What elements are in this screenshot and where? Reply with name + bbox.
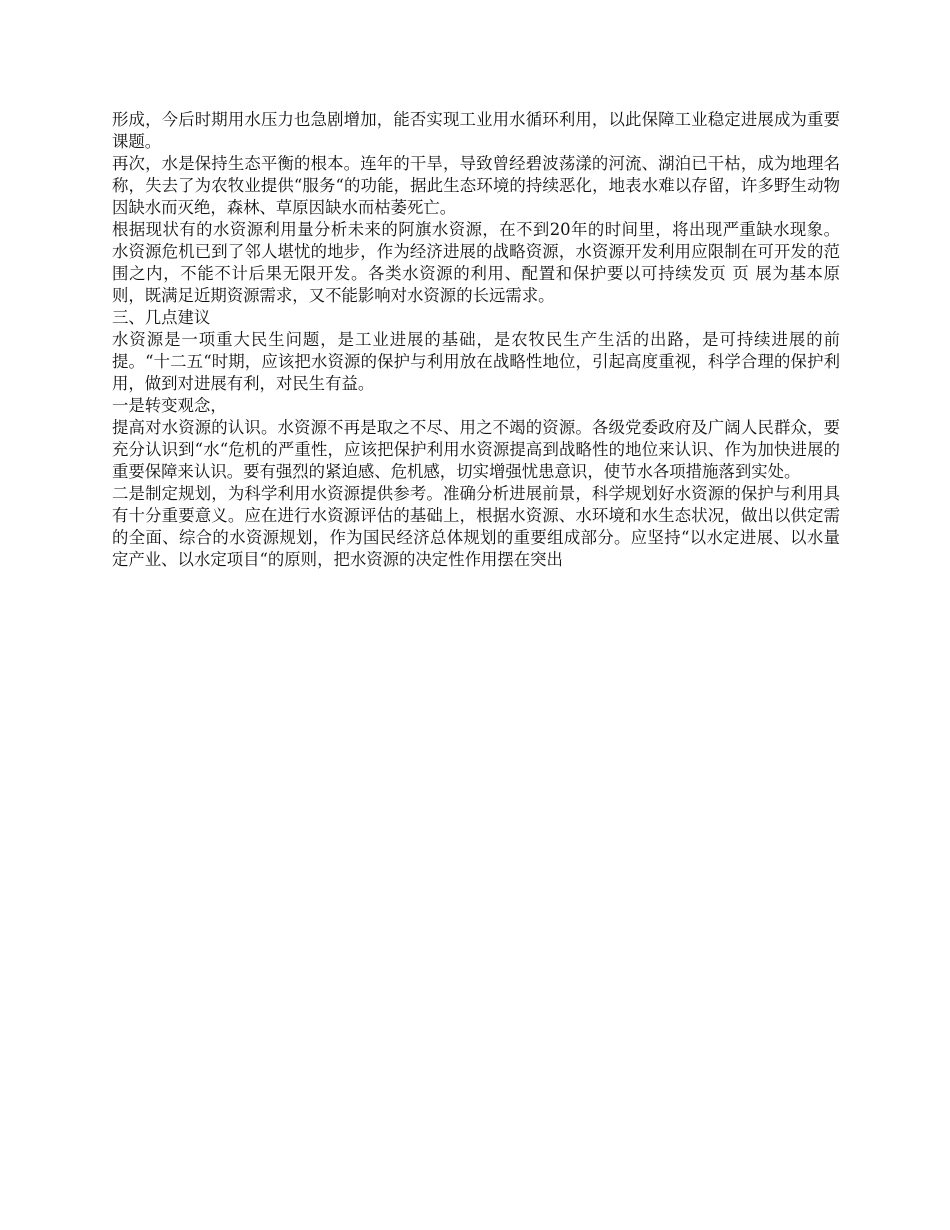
heading-change-mindset: 一是转变观念， (112, 396, 227, 415)
paragraph-awareness: 提高对水资源的认识。水资源不再是取之不尽、用之不竭的资源。各级党委政府及广阔人民群众，要充分认识到“水“危机的严重性，应该把保护利用水资源提高到战略性的地位来认识、作为加快进展的重要保障来认识。要有强烈的紧迫感、危机感，切实增强忧患意识，使节水各项措施落到实处。 (112, 418, 840, 481)
paragraph-livelihood: 水资源是一项重大民生问题，是工业进展的基础，是农牧民生产生活的出路，是可持续进展的前提。“十二五“时期，应该把水资源的保护与利用放在战略性地位，引起高度重视，科学合理的保护利用，做到对进展有利，对民生有益。 (112, 330, 840, 393)
paragraph-ecological-balance: 再次，水是保持生态平衡的根本。连年的干旱，导致曾经碧波荡漾的河流、湖泊已干枯，成为地理名称，失去了为农牧业提供“服务“的功能，据此生态环境的持续恶化，地表水难以存留，许多野生动物因缺水而灭绝，森林、草原因缺水而枯萎死亡。 (112, 154, 840, 217)
paragraph-planning: 二是制定规划，为科学利用水资源提供参考。准确分析进展前景，科学规划好水资源的保护与利用具有十分重要意义。应在进行水资源评估的基础上，根据水资源、水环境和水生态状况，做出以供定需的全面、综合的水资源规划，作为国民经济总体规划的重要组成部分。应坚持“以水定进展、以水量定产业、以水定项目“的原则，把水资源的决定性作用摆在突出 (112, 484, 840, 569)
paragraph-industrial-water: 形成，今后时期用水压力也急剧增加，能否实现工业用水循环利用，以此保障工业稳定进展成为重要课题。 (112, 110, 840, 151)
paragraph-water-crisis: 根据现状有的水资源利用量分析未来的阿旗水资源，在不到20年的时间里，将出现严重缺水现象。 水资源危机已到了邻人堪忧的地步，作为经济进展的战略资源，水资源开发利用应限制在可开发的范围之内，不能不计后果无限开发。各类水资源的利用、配置和保护要以可持续发页 页 展为基本原则，既满足近期资源需求，又不能影响对水资源的长远需求。 (112, 220, 840, 305)
section-heading-suggestions: 三、几点建议 (112, 308, 211, 327)
document-body (112, 109, 840, 571)
